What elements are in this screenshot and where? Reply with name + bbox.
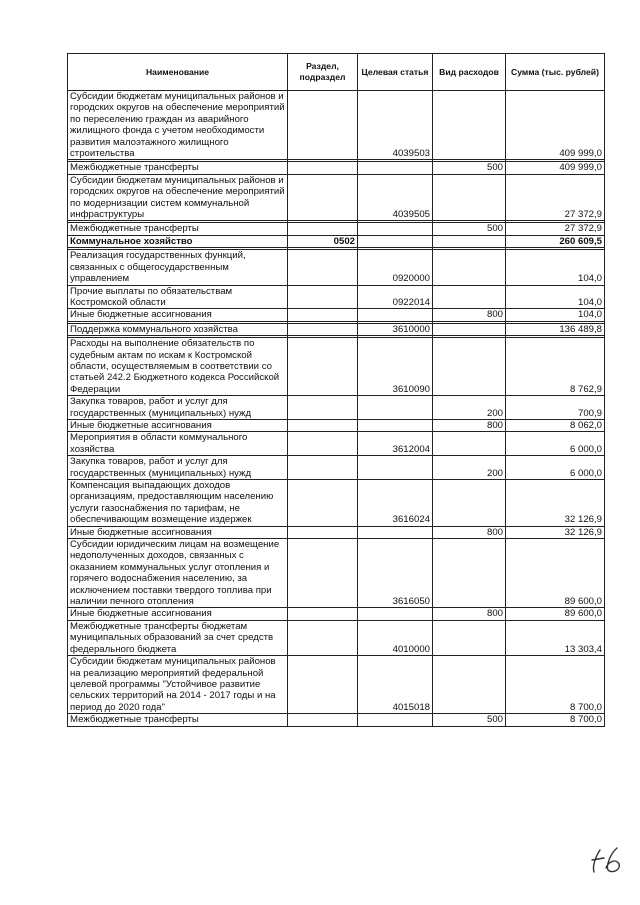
table-row [68, 174, 605, 221]
table-row [68, 162, 605, 174]
row-sum: 6 000,0 [506, 432, 605, 456]
row-type [433, 656, 506, 714]
row-type [433, 91, 506, 160]
row-section [288, 396, 358, 420]
row-type [433, 235, 506, 247]
row-type: 800 [433, 526, 506, 538]
row-section [288, 91, 358, 160]
row-name: Закупка товаров, работ и услуг для государственных (муниципальных) нужд [68, 456, 288, 480]
row-target [358, 608, 433, 620]
row-sum: 409 999,0 [506, 162, 605, 174]
row-section: 0502 [288, 235, 358, 247]
row-target: 0920000 [358, 250, 433, 285]
table-row [68, 526, 605, 538]
row-target: 4039505 [358, 174, 433, 221]
row-section [288, 338, 358, 396]
row-section [288, 323, 358, 335]
row-name: Поддержка коммунального хозяйства [68, 323, 288, 335]
row-sum: 409 999,0 [506, 91, 605, 160]
row-target [358, 309, 433, 321]
row-section [288, 480, 358, 527]
row-section [288, 162, 358, 174]
row-target [358, 419, 433, 431]
table-row [68, 338, 605, 396]
header-row [68, 54, 605, 91]
row-type: 800 [433, 419, 506, 431]
row-type [433, 620, 506, 655]
row-target: 3610090 [358, 338, 433, 396]
row-section [288, 285, 358, 309]
table-row [68, 456, 605, 480]
row-target [358, 396, 433, 420]
row-sum: 104,0 [506, 309, 605, 321]
row-type: 500 [433, 223, 506, 235]
row-target [358, 162, 433, 174]
row-name: Коммунальное хозяйство [68, 235, 288, 247]
row-name: Субсидии бюджетам муниципальных районов и городских округов на обеспечение мероприятий по модернизации систем коммунальной инфраструктуры [68, 174, 288, 221]
header-section: Раздел, подраздел [288, 54, 358, 91]
row-type [433, 432, 506, 456]
header-name: Наименование [68, 54, 288, 91]
row-sum: 136 489,8 [506, 323, 605, 335]
row-section [288, 608, 358, 620]
row-section [288, 539, 358, 608]
row-type: 200 [433, 396, 506, 420]
row-type [433, 174, 506, 221]
row-sum: 700,9 [506, 396, 605, 420]
row-target [358, 235, 433, 247]
row-name: Субсидии бюджетам муниципальных районов на реализацию мероприятий федеральной целевой программы "Устойчивое развитие сельских территорий на 2014 - 2017 годы и на период до 2020 года" [68, 656, 288, 714]
row-name: Компенсация выпадающих доходов организациям, предоставляющим населению услуги газоснабжения по тарифам, не обеспечивающим возмещение издержек [68, 480, 288, 527]
row-name: Иные бюджетные ассигнования [68, 526, 288, 538]
row-name: Расходы на выполнение обязательств по судебным актам по искам к Костромской области, осуществляемым в соответствии со статьей 242.2 Бюджетного кодекса Российской Федерации [68, 338, 288, 396]
table-row [68, 656, 605, 714]
table-row [68, 323, 605, 335]
row-section [288, 714, 358, 726]
header-target: Целевая статья [358, 54, 433, 91]
row-target [358, 714, 433, 726]
table-body [68, 91, 605, 727]
row-section [288, 432, 358, 456]
row-section [288, 620, 358, 655]
table-row [68, 91, 605, 160]
row-section [288, 419, 358, 431]
row-section [288, 223, 358, 235]
row-target [358, 526, 433, 538]
table-row [68, 480, 605, 527]
row-type [433, 285, 506, 309]
row-type [433, 338, 506, 396]
row-target: 3616050 [358, 539, 433, 608]
table-row [68, 250, 605, 285]
row-name: Прочие выплаты по обязательствам Костромской области [68, 285, 288, 309]
row-target: 3610000 [358, 323, 433, 335]
table-row [68, 235, 605, 247]
row-name: Межбюджетные трансферты [68, 162, 288, 174]
table-row [68, 539, 605, 608]
row-target: 4039503 [358, 91, 433, 160]
row-name: Реализация государственных функций, связанных с общегосударственным управлением [68, 250, 288, 285]
table-row [68, 419, 605, 431]
row-type: 500 [433, 162, 506, 174]
row-target: 4010000 [358, 620, 433, 655]
table-row [68, 396, 605, 420]
row-section [288, 656, 358, 714]
row-name: Межбюджетные трансферты [68, 223, 288, 235]
row-name: Субсидии юридическим лицам на возмещение недополученных доходов, связанных с оказанием коммунальных услуг отопления и горячего водоснабжения населению, за исключением поставки твердого топлива при наличии печного отопления [68, 539, 288, 608]
row-name: Закупка товаров, работ и услуг для государственных (муниципальных) нужд [68, 396, 288, 420]
header-sum: Сумма (тыс. рублей) [506, 54, 605, 91]
row-sum: 104,0 [506, 250, 605, 285]
handwritten-page-mark [586, 842, 626, 878]
row-sum: 8 700,0 [506, 714, 605, 726]
row-sum: 89 600,0 [506, 608, 605, 620]
row-sum: 27 372,9 [506, 174, 605, 221]
row-sum: 8 062,0 [506, 419, 605, 431]
row-type [433, 323, 506, 335]
table-row [68, 714, 605, 726]
row-sum: 32 126,9 [506, 526, 605, 538]
row-type [433, 250, 506, 285]
table-row [68, 285, 605, 309]
table-row [68, 608, 605, 620]
row-sum: 8 700,0 [506, 656, 605, 714]
row-type: 200 [433, 456, 506, 480]
row-target: 0922014 [358, 285, 433, 309]
row-type: 800 [433, 309, 506, 321]
row-target: 3616024 [358, 480, 433, 527]
row-sum: 89 600,0 [506, 539, 605, 608]
header-type: Вид расходов [433, 54, 506, 91]
row-name: Субсидии бюджетам муниципальных районов и городских округов на обеспечение мероприятий по переселению граждан из аварийного жилищного фонда с учетом необходимости развития малоэтажного жилищного строительства [68, 91, 288, 160]
row-type [433, 480, 506, 527]
row-target [358, 456, 433, 480]
row-section [288, 456, 358, 480]
row-section [288, 250, 358, 285]
row-section [288, 526, 358, 538]
budget-table [67, 53, 605, 727]
row-name: Иные бюджетные ассигнования [68, 608, 288, 620]
row-sum: 13 303,4 [506, 620, 605, 655]
row-name: Межбюджетные трансферты бюджетам муниципальных образований за счет средств федерального бюджета [68, 620, 288, 655]
row-name: Мероприятия в области коммунального хозяйства [68, 432, 288, 456]
table-row [68, 223, 605, 235]
row-type [433, 539, 506, 608]
row-sum: 260 609,5 [506, 235, 605, 247]
row-sum: 8 762,9 [506, 338, 605, 396]
row-sum: 32 126,9 [506, 480, 605, 527]
row-name: Иные бюджетные ассигнования [68, 419, 288, 431]
row-name: Иные бюджетные ассигнования [68, 309, 288, 321]
row-sum: 104,0 [506, 285, 605, 309]
table-row [68, 309, 605, 321]
row-target: 3612004 [358, 432, 433, 456]
row-type: 500 [433, 714, 506, 726]
row-target [358, 223, 433, 235]
table-row [68, 620, 605, 655]
row-section [288, 174, 358, 221]
row-type: 800 [433, 608, 506, 620]
row-sum: 27 372,9 [506, 223, 605, 235]
row-target: 4015018 [358, 656, 433, 714]
row-section [288, 309, 358, 321]
row-name: Межбюджетные трансферты [68, 714, 288, 726]
table-row [68, 432, 605, 456]
row-sum: 6 000,0 [506, 456, 605, 480]
